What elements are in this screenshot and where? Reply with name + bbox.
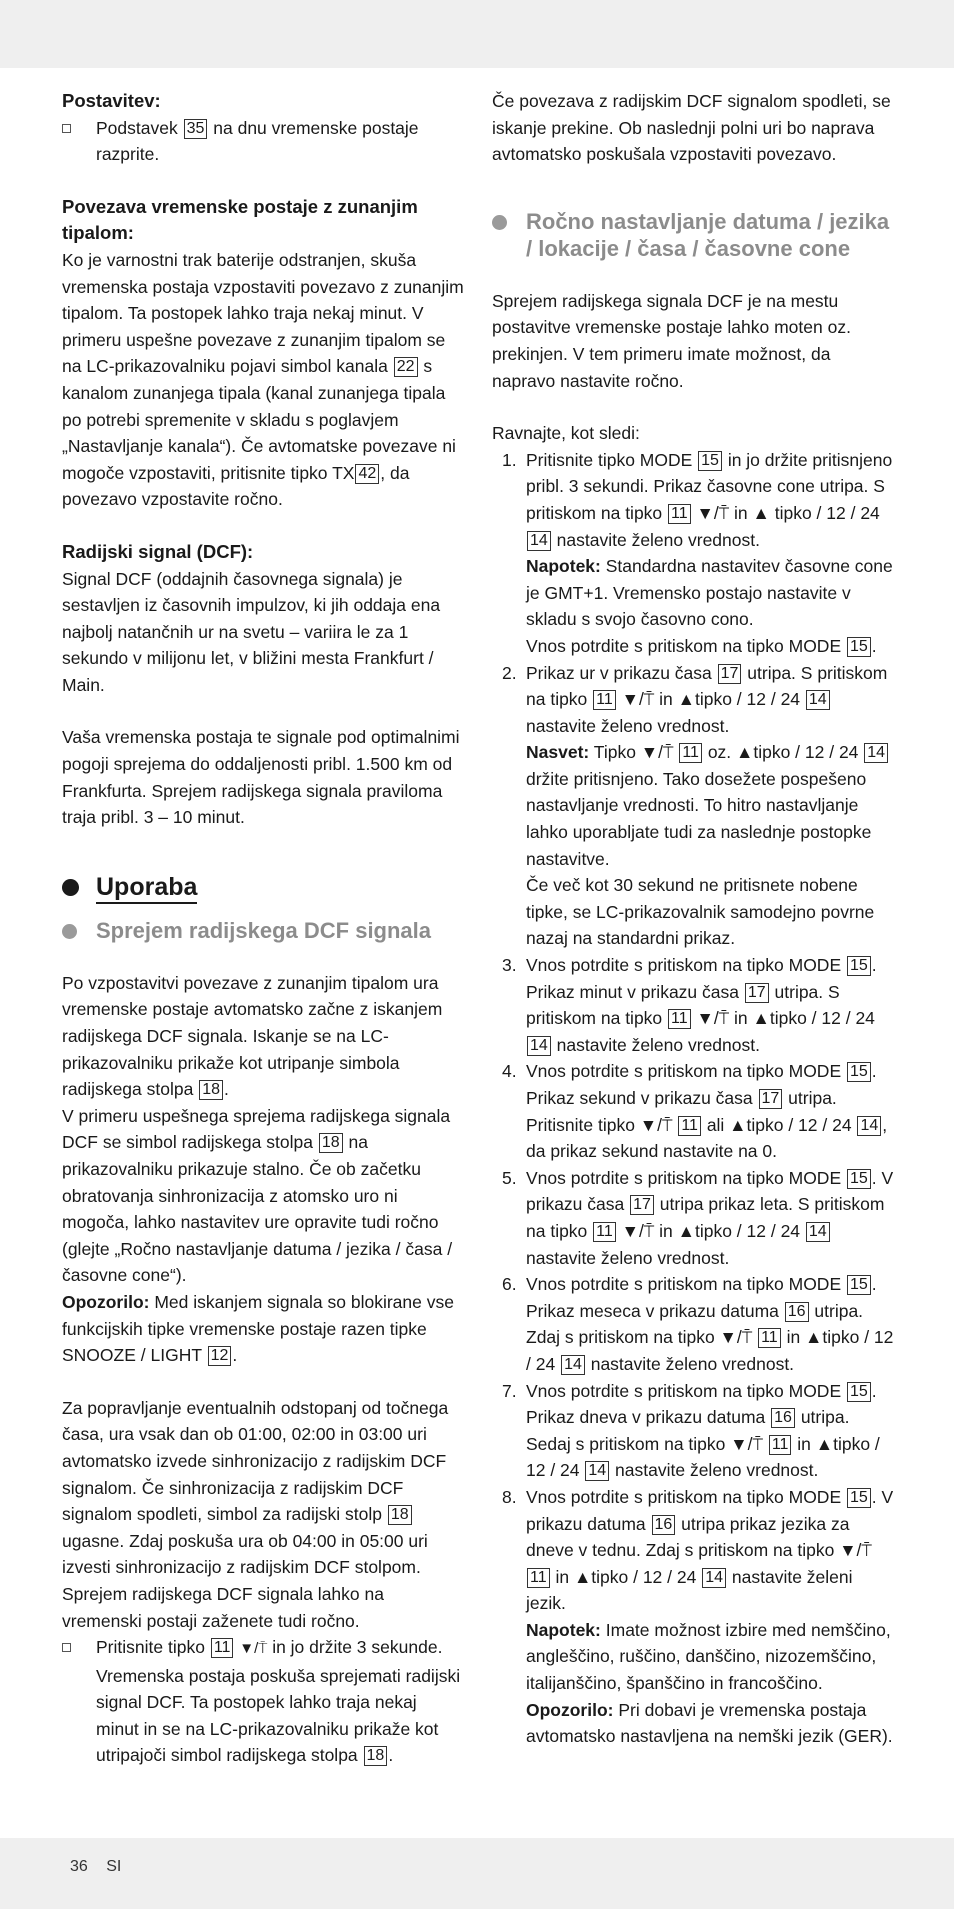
ref-number: 16 <box>652 1515 676 1535</box>
paragraph-reception-success: V primeru uspešnega sprejema radijskega signala DCF se simbol radijskega stolpa 18 na prikazovalniku prikazuje stalno. Če ob začetku obratovanja sinhronizacija z atomsko uro ni mogoča, lahko nastavitev ure opravite tudi ročno (glejte „Ročno nastavljanje datuma / jezika / časa / časovne cone“). <box>62 1105 453 1286</box>
ref-number: 15 <box>847 1275 871 1295</box>
ref-number: 11 <box>593 690 616 710</box>
setup-item: Podstavek 35 na dnu vremenske postaje razprite. <box>62 115 464 168</box>
ref-number: 14 <box>561 1355 585 1375</box>
checkbox-square-icon <box>62 124 71 133</box>
ref-number: 14 <box>806 1222 830 1242</box>
subsection-title-manual: Ročno nastavljanje datuma / jezika / lokacije / časa / časovne cone <box>492 208 894 262</box>
ref-number: 17 <box>759 1089 783 1109</box>
ref-number: 15 <box>847 1169 871 1189</box>
top-band <box>0 0 954 68</box>
ref-number: 14 <box>857 1116 881 1136</box>
list-item: 8. Vnos potrdite s pritiskom na tipko MODE 15 . V prikazu datuma 16 utripa prikaz jezika za dneve v tednu. Zdaj s pritiskom na tipko ▼/⍑ 11 in ▲tipko / 12 / 24 14 nastavite želeni jezik. Napotek: Imate možnost izbire med nemščino, angleščino, ruščino, danščino, nizozemščino, italijanščino, španščino in francoščino. Opozorilo: Pri dobavi je vremenska postaja avtomatsko nastavljena na nemški jezik (GER). <box>502 1486 894 1747</box>
ref-number: 17 <box>630 1195 654 1215</box>
ref-number: 42 <box>355 464 379 484</box>
paragraph-dcf-range: Vaša vremenska postaja te signale pod optimalnimi pogoji sprejema do oddaljenosti pribl. 1.500 km od Frankfurta. Sprejem radijskega signala praviloma traja pribl. 3 – 10 minut. <box>62 727 460 828</box>
ref-number: 14 <box>527 531 551 551</box>
paragraph-follow: Ravnajte, kot sledi: <box>492 423 640 444</box>
paragraph-dcf: Signal DCF (oddajnih časovnega signala) je sestavljen iz časovnih impulzov, ki jih oddaja ena najbolj natančnih ur na svetu – variira le za 1 sekundo v milijonu let, v bližini mesta Frankfurt / Main. <box>62 568 441 695</box>
ref-number: 11 <box>668 504 691 524</box>
ref-number: 18 <box>364 1746 388 1766</box>
subsection-title-dcf: Sprejem radijskega DCF signala <box>62 917 464 944</box>
ref-number: 11 <box>211 1638 234 1658</box>
ref-number: 15 <box>847 956 871 976</box>
ref-number: 15 <box>847 1488 871 1508</box>
ref-number: 14 <box>864 743 888 763</box>
page-footer <box>70 1858 121 1876</box>
list-item: 7. Vnos potrdite s pritiskom na tipko MODE 15 . Prikaz dneva v prikazu datuma 16 utripa. Sedaj s pritiskom na tipko ▼/⍑ 11 in ▲tipko / 12 / 24 14 nastavite želeno vrednost. <box>502 1380 880 1481</box>
ref-number: 16 <box>771 1408 795 1428</box>
paragraph-correction: Za popravljanje eventualnih odstopanj od točnega časa, ura vsak dan ob 01:00, 02:00 in 03:00 uri avtomatsko izvede sinhronizacijo z radijskim DCF signalom. Če sinhronizacija z radijskim DCF signalom spodleti, simbol za radijski stolp 18 ugasne. Zdaj poskuša ura ob 04:00 in 05:00 uri izvesti sinhronizacijo z radijskim DCF stolpom. Sprejem radijskega DCF signala lahko na vremenski postaji zaženete tudi ročno. <box>62 1397 449 1631</box>
ref-number: 18 <box>199 1080 223 1100</box>
list-item: 2. Prikaz ur v prikazu časa 17 utripa. S pritiskom na tipko 11 ▼/⍑ in ▲tipko / 12 / 24 14 nastavite želeno vrednost. Nasvet: Tipko ▼/⍑ 11 oz. ▲tipko / 12 / 24 14 držite pritisnjeno. Tako dosežete pospešeno nastavljanje vrednosti. To hitro nastavljanje lahko uporabljate tudi za naslednje postopke nastavitve. Če več kot 30 sekund ne pritisnete nobene tipke, se LC-prikazovalnik samodejno povrne nazaj na standardni prikaz. <box>502 662 888 949</box>
ref-number: 35 <box>184 119 208 139</box>
ref-number: 11 <box>668 1009 691 1029</box>
ref-number: 15 <box>847 637 871 657</box>
ref-number: 22 <box>394 357 418 377</box>
ref-number: 18 <box>388 1505 412 1525</box>
ref-number: 11 <box>593 1222 616 1242</box>
ref-number: 14 <box>585 1461 609 1481</box>
ref-number: 14 <box>527 1036 551 1056</box>
ref-number: 11 <box>769 1435 792 1455</box>
checkbox-square-icon <box>62 1643 71 1652</box>
ref-number: 11 <box>678 1116 701 1136</box>
warning-paragraph: Opozorilo: Med iskanjem signala so blokirane vse funkcijskih tipke vremenske postaje razen tipke SNOOZE / LIGHT 12 . <box>62 1291 454 1366</box>
ref-number: 15 <box>847 1382 871 1402</box>
bullet-dot-icon <box>62 879 79 896</box>
heading-connection: Povezava vremenske postaje z zunanjim tipalom: <box>62 195 418 244</box>
ref-number: 14 <box>806 690 830 710</box>
bullet-dot-icon <box>492 215 507 230</box>
right-column <box>492 88 894 1750</box>
list-item: 4. Vnos potrdite s pritiskom na tipko MODE 15 . Prikaz sekund v prikazu časa 17 utripa. Pritisnite tipko ▼/⍑ 11 ali ▲tipko / 12 / 24 14 , da prikaz sekund nastavite na 0. <box>502 1061 888 1162</box>
ref-number: 14 <box>702 1568 726 1588</box>
heading-setup: Postavitev: <box>62 90 161 111</box>
ref-number: 18 <box>319 1133 343 1153</box>
left-column <box>62 88 464 1769</box>
list-item: 5. Vnos potrdite s pritiskom na tipko MODE 15 . V prikazu časa 17 utripa prikaz leta. S pritiskom na tipko 11 ▼/⍑ in ▲tipko / 12 / 24 14 nastavite želeno vrednost. <box>502 1167 894 1268</box>
ref-number: 11 <box>679 743 702 763</box>
list-item: 6. Vnos potrdite s pritiskom na tipko MODE 15 . Prikaz meseca v prikazu datuma 16 utripa. Zdaj s pritiskom na tipko ▼/⍑ 11 in ▲tipko / 12 / 24 14 nastavite želeno vrednost. <box>502 1274 894 1374</box>
page-number: 36 <box>70 1858 88 1875</box>
bottom-band <box>0 1838 954 1909</box>
list-item: 1. Pritisnite tipko MODE 15 in jo držite pritisnjeno pribl. 3 sekundi. Prikaz časovne cone utripa. S pritiskom na tipko 11 ▼/⍑ in ▲ tipko / 12 / 24 14 nastavite želeno vrednost. Napotek: Standardna nastavitev časovne cone je GMT+1. Vremensko postajo nastavite v skladu s svojo časovno cono. Vnos potrdite s pritiskom na tipko MODE 15 . <box>502 449 893 656</box>
ref-number: 11 <box>527 1568 550 1588</box>
ref-number: 15 <box>698 451 722 471</box>
ref-number: 11 <box>758 1328 781 1348</box>
paragraph-intro: Sprejem radijskega signala DCF je na mestu postavitve vremenske postaje lahko moten oz. prekinjen. V tem primeru imate možnost, da napravo nastavite ročno. <box>492 290 851 391</box>
ref-number: 12 <box>208 1346 232 1366</box>
ref-number: 15 <box>847 1062 871 1082</box>
ref-number: 16 <box>785 1302 809 1322</box>
down-antenna-icon: ▼/⍑ <box>239 1640 268 1658</box>
language-code: SI <box>106 1858 122 1875</box>
bullet-dot-icon <box>62 924 77 939</box>
ref-number: 17 <box>718 664 742 684</box>
heading-dcf: Radijski signal (DCF): <box>62 540 254 562</box>
section-title-use: Uporaba <box>62 871 197 903</box>
paragraph-fail: Če povezava z radijskim DCF signalom spodleti, se iskanje prekine. Ob naslednji polni uri bo naprava avtomatsko poskušala vzpostaviti povezavo. <box>492 91 891 165</box>
manual-sync-item: Pritisnite tipko 11 ▼/⍑ in jo držite 3 sekunde. Vremenska postaja poskuša sprejemati radijski signal DCF. Ta postopek lahko traja nekaj minut in se na LC-prikazovalniku prikaže kot utripajoči simbol radijskega stolpa 18 . <box>62 1634 464 1769</box>
list-item: 3. Vnos potrdite s pritiskom na tipko MODE 15 . Prikaz minut v prikazu časa 17 utripa. S pritiskom na tipko 11 ▼/⍑ in ▲tipko / 12 / 24 14 nastavite želeno vrednost. <box>502 955 877 1055</box>
paragraph-reception: Po vzpostavitvi povezave z zunanjim tipalom ura vremenske postaje avtomatsko začne z iskanjem radijskega DCF signala. Iskanje se na LC-prikazovalniku prikaže kot utripanje simbola radijskega stolpa 18 . <box>62 972 443 1100</box>
paragraph-connection: Ko je varnostni trak baterije odstranjen, skuša vremenska postaja vzpostaviti povezavo z zunanjim tipalom. Ta postopek lahko traja nekaj minut. V primeru uspešne povezave z zunanjim tipalom se na LC-prikazovalniku pojavi simbol kanala 22 s kanalom zunanjega tipala (kanal zunanjega tipala po potrebi spremenite v skladu s poglavjem „Nastavljanje kanala“). Če avtomatske povezave ni mogoče vzpostaviti, pritisnite tipko TX 42 , da povezavo vzpostavite ročno. <box>62 249 464 510</box>
steps-list <box>492 447 894 1750</box>
ref-number: 17 <box>745 983 769 1003</box>
